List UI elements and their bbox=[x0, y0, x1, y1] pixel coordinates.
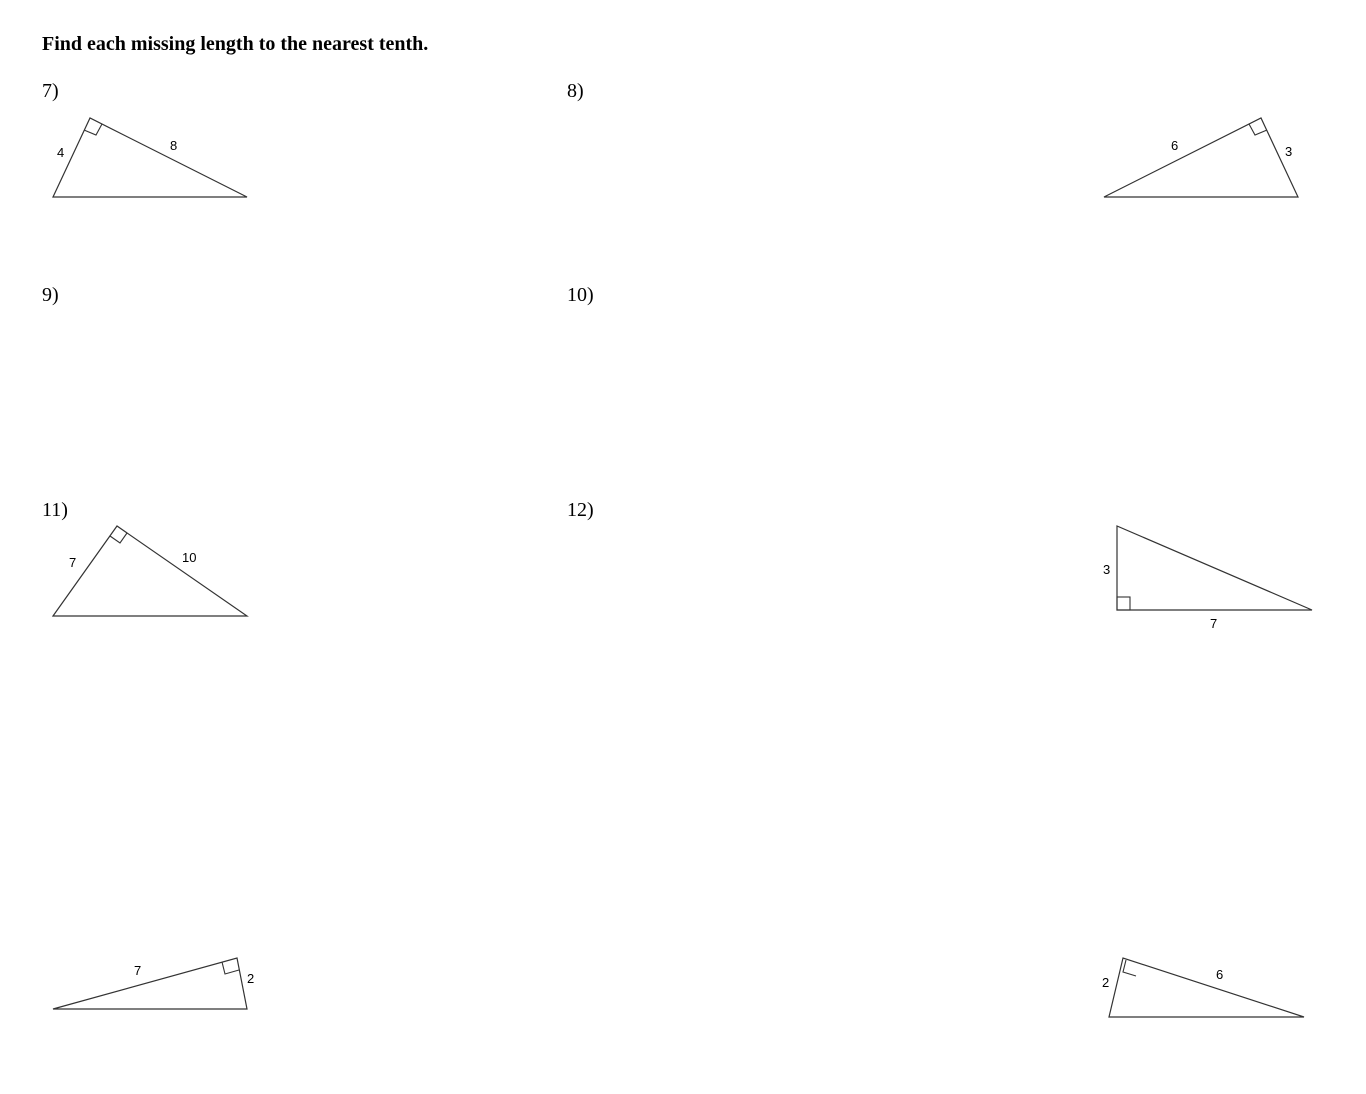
triangle bbox=[53, 958, 247, 1009]
side-label: 7 bbox=[69, 555, 77, 570]
problem-number: 11) bbox=[42, 499, 68, 521]
side-label: 2 bbox=[1102, 975, 1110, 990]
side-label: 7 bbox=[1210, 616, 1218, 631]
problem-number: 10) bbox=[567, 284, 594, 306]
side-label: 7 bbox=[134, 963, 142, 978]
problem-number: 8) bbox=[567, 80, 584, 102]
right-angle-marker bbox=[1123, 960, 1136, 976]
side-label: 4 bbox=[57, 145, 65, 160]
problem-number: 12) bbox=[567, 499, 594, 521]
triangle bbox=[53, 118, 247, 197]
triangle bbox=[1109, 958, 1304, 1017]
triangle bbox=[1104, 118, 1298, 197]
problem-number: 7) bbox=[42, 80, 59, 102]
problem-12 bbox=[567, 499, 1224, 990]
side-label: 2 bbox=[247, 971, 255, 986]
side-label: 8 bbox=[170, 138, 178, 153]
side-label: 10 bbox=[182, 550, 197, 565]
side-label: 3 bbox=[1103, 562, 1111, 577]
problem-11 bbox=[42, 499, 322, 986]
side-label: 3 bbox=[1285, 144, 1293, 159]
side-label: 6 bbox=[1216, 967, 1224, 982]
problem-number: 9) bbox=[42, 284, 59, 306]
right-triangle-figure bbox=[525, 419, 1366, 1094]
side-label: 6 bbox=[1171, 138, 1179, 153]
instructions: Find each missing length to the nearest tenth. bbox=[42, 33, 429, 55]
right-angle-marker bbox=[222, 962, 239, 974]
